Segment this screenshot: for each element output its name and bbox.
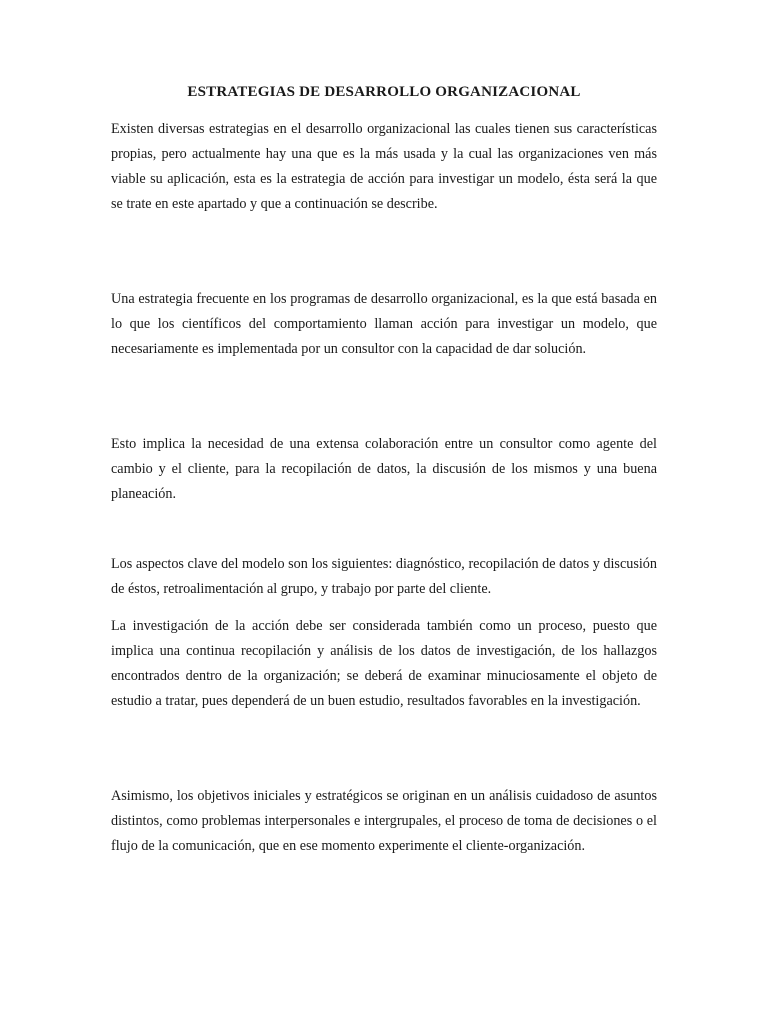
paragraph-5: La investigación de la acción debe ser considerada también como un proceso, puesto que implica una continua recopilación y análisis de los datos de investigación, de los hallazgos encontrados dentro de la organización; se deberá de examinar minuciosamente el objeto de estudio a tratar, pues dependerá de un buen estudio, resultados favorables en la investigación. bbox=[111, 618, 657, 709]
paragraph-1: Existen diversas estrategias en el desarrollo organizacional las cuales tienen sus características propias, pero actualmente hay una que es la más usada y la cual las organizaciones ven más viable su aplicación, esta es la estrategia de acción para investigar un modelo, ésta será la que se trate en este apartado y que a continuación se describe. bbox=[111, 121, 657, 212]
paragraph-3: Esto implica la necesidad de una extensa colaboración entre un consultor como agente del cambio y el cliente, para la recopilación de datos, la discusión de los mismos y una buena planeación. bbox=[111, 436, 657, 502]
page-title: ESTRATEGIAS DE DESARROLLO ORGANIZACIONAL bbox=[187, 84, 581, 100]
paragraph-2: Una estrategia frecuente en los programas de desarrollo organizacional, es la que está basada en lo que los científicos del comportamiento llaman acción para investigar un modelo, que necesariamente es implementada por un consultor con la capacidad de dar solución. bbox=[111, 291, 657, 357]
paragraph-6: Asimismo, los objetivos iniciales y estratégicos se originan en un análisis cuidadoso de asuntos distintos, como problemas interpersonales e intergrupales, el proceso de toma de decisiones o el flujo de la comunicación, que en ese momento experimente el cliente-organización. bbox=[111, 788, 657, 854]
paragraph-4: Los aspectos clave del modelo son los siguientes: diagnóstico, recopilación de datos y discusión de éstos, retroalimentación al grupo, y trabajo por parte del cliente. bbox=[111, 556, 657, 597]
